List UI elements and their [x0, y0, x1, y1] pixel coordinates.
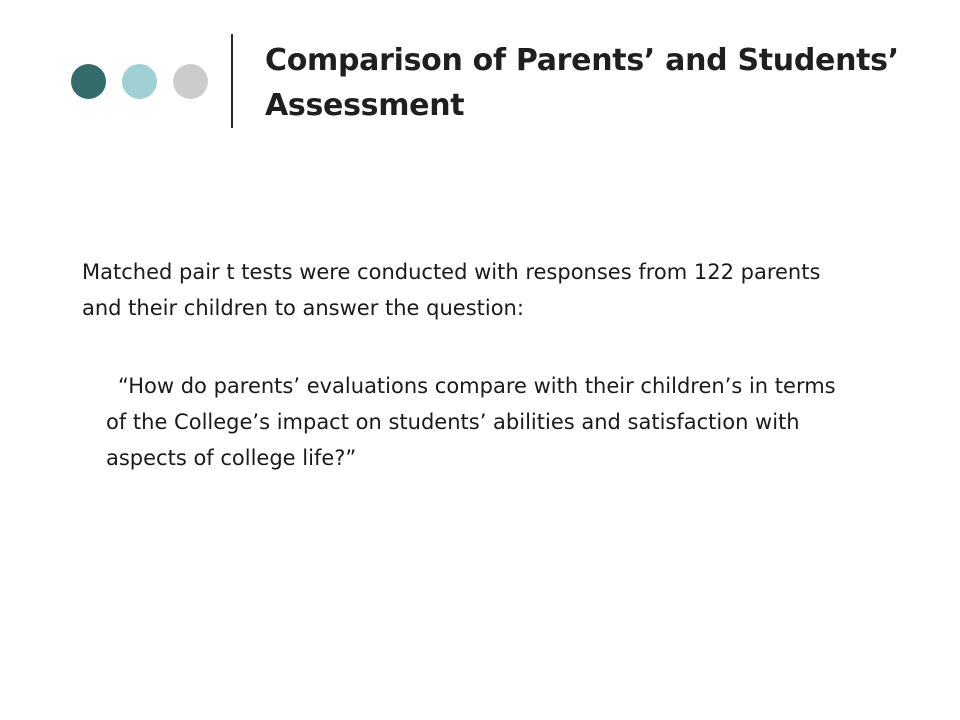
- slide-title: Comparison of Parents’ and Students’ Assessment: [265, 43, 899, 123]
- title-divider: [231, 34, 233, 128]
- body-paragraph: Matched pair t tests were conducted with responses from 122 parents and their children to answer the question:: [82, 260, 821, 320]
- decorative-dot-dark-teal: [71, 64, 106, 99]
- research-question-quote: “How do parents’ evaluations compare with their children’s in terms of the College’s impact on students’ abilities and satisfaction with aspects of college life?”: [106, 374, 836, 470]
- decorative-dot-light-teal: [122, 64, 157, 99]
- decorative-dot-gray: [173, 64, 208, 99]
